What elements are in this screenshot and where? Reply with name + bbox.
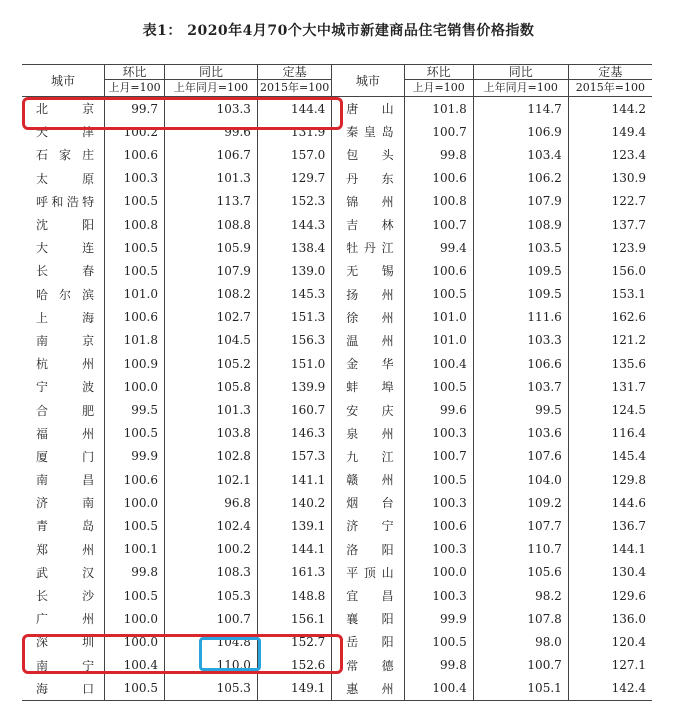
base-value: 129.8: [611, 472, 646, 487]
base-value: 145.4: [611, 449, 646, 464]
mom-value: 100.4: [105, 654, 165, 677]
base-value: 116.4: [611, 426, 646, 441]
mom-value: 100.3: [404, 422, 473, 445]
yoy-value: 98.2: [473, 584, 568, 607]
yoy-value: 107.8: [473, 607, 568, 630]
mom-value: 100.9: [105, 352, 165, 375]
mom-value: 101.0: [404, 306, 473, 329]
city-name: 洛阳: [332, 538, 404, 561]
yoy-value: 108.3: [165, 561, 258, 584]
mom-value: 100.7: [404, 445, 473, 468]
mom-value: 100.8: [404, 190, 473, 213]
base-value: 123.4: [611, 147, 646, 162]
header-mom-sub-left: 上月=100: [105, 80, 165, 97]
yoy-value: 105.8: [165, 375, 258, 398]
mom-value: 100.3: [404, 491, 473, 514]
table-row: [22, 422, 652, 445]
mom-value: 99.8: [404, 654, 473, 677]
header-mom-right: 环比: [404, 65, 473, 80]
yoy-value: 99.6: [165, 120, 258, 143]
yoy-value: 98.0: [473, 630, 568, 653]
city-name: 青岛: [22, 514, 105, 537]
yoy-value: 110.0: [165, 654, 258, 677]
base-value: 152.6: [257, 654, 331, 677]
city-name: 哈尔滨: [22, 283, 105, 306]
table-row: [22, 538, 652, 561]
table-row: [22, 236, 652, 259]
mom-value: 100.6: [105, 143, 165, 166]
base-value: 121.2: [611, 333, 646, 348]
base-value: 156.0: [611, 263, 646, 278]
city-name: 天津: [22, 120, 105, 143]
table-row: [22, 677, 652, 701]
table-row: [22, 375, 652, 398]
city-name: 徐州: [332, 306, 404, 329]
base-value: 124.5: [611, 403, 646, 418]
table-row: [22, 607, 652, 630]
base-value: 139.0: [257, 259, 331, 282]
table-row: [22, 352, 652, 375]
highlight-row-beijing: [22, 97, 343, 130]
base-value: 149.1: [257, 677, 331, 701]
base-value: 120.4: [611, 634, 646, 649]
city-name: 济宁: [332, 514, 404, 537]
base-value: 151.0: [257, 352, 331, 375]
mom-value: 100.0: [105, 607, 165, 630]
base-value: 129.6: [611, 588, 646, 603]
base-value: 152.3: [257, 190, 331, 213]
city-name: 合肥: [22, 398, 105, 421]
mom-value: 99.8: [105, 561, 165, 584]
city-name: 南京: [22, 329, 105, 352]
table-row: [22, 306, 652, 329]
city-name: 广州: [22, 607, 105, 630]
yoy-value: 107.9: [473, 190, 568, 213]
mom-value: 100.5: [105, 190, 165, 213]
yoy-value: 102.7: [165, 306, 258, 329]
base-value: 136.7: [611, 518, 646, 533]
base-value: 157.3: [257, 445, 331, 468]
city-name: 丹东: [332, 167, 404, 190]
base-value: 136.0: [611, 611, 646, 626]
base-value: 135.6: [611, 356, 646, 371]
table-row: [22, 514, 652, 537]
city-name: 长沙: [22, 584, 105, 607]
yoy-value: 107.6: [473, 445, 568, 468]
yoy-value: 102.4: [165, 514, 258, 537]
city-name: 岳阳: [332, 630, 404, 653]
header-yoy-right: 同比: [473, 65, 568, 80]
header-base-sub-left: 2015年=100: [257, 80, 331, 97]
base-value: 144.4: [257, 97, 331, 121]
header-city-right: 城市: [332, 65, 404, 97]
mom-value: 101.0: [404, 329, 473, 352]
city-name: 烟台: [332, 491, 404, 514]
base-value: 141.1: [257, 468, 331, 491]
city-name: 安庆: [332, 398, 404, 421]
city-name: 长春: [22, 259, 105, 282]
base-value: 130.4: [611, 565, 646, 580]
city-name: 扬州: [332, 283, 404, 306]
base-value: 148.8: [257, 584, 331, 607]
city-name: 常德: [332, 654, 404, 677]
mom-value: 100.5: [404, 630, 473, 653]
mom-value: 100.5: [105, 677, 165, 701]
mom-value: 100.5: [105, 514, 165, 537]
city-name: 包头: [332, 143, 404, 166]
city-name: 沈阳: [22, 213, 105, 236]
mom-value: 100.5: [404, 375, 473, 398]
header-base-left: 定基: [257, 65, 331, 80]
table-title: 表1： 2020年4月70个大中城市新建商品住宅销售价格指数: [142, 23, 535, 39]
table-row: [22, 283, 652, 306]
city-name: 惠州: [332, 677, 404, 701]
yoy-value: 105.3: [165, 677, 258, 701]
mom-value: 100.6: [404, 259, 473, 282]
yoy-value: 111.6: [473, 306, 568, 329]
city-name: 平顶山: [332, 561, 404, 584]
yoy-value: 108.2: [165, 283, 258, 306]
base-value: 144.2: [611, 101, 646, 116]
base-value: 145.3: [257, 283, 331, 306]
yoy-value: 104.5: [165, 329, 258, 352]
yoy-value: 102.8: [165, 445, 258, 468]
base-value: 131.9: [257, 120, 331, 143]
city-name: 襄阳: [332, 607, 404, 630]
mom-value: 101.8: [404, 97, 473, 121]
base-value: 144.1: [257, 538, 331, 561]
city-name: 牡丹江: [332, 236, 404, 259]
base-value: 144.1: [611, 542, 646, 557]
mom-value: 100.6: [404, 514, 473, 537]
yoy-value: 114.7: [473, 97, 568, 121]
mom-value: 100.0: [105, 375, 165, 398]
base-value: 156.1: [257, 607, 331, 630]
city-name: 大连: [22, 236, 105, 259]
mom-value: 99.7: [105, 97, 165, 121]
price-index-table: [22, 64, 652, 701]
yoy-value: 106.2: [473, 167, 568, 190]
city-name: 南宁: [22, 654, 105, 677]
city-name: 温州: [332, 329, 404, 352]
base-value: 129.7: [257, 167, 331, 190]
city-name: 郑州: [22, 538, 105, 561]
yoy-value: 103.4: [473, 143, 568, 166]
yoy-value: 108.8: [165, 213, 258, 236]
yoy-value: 109.2: [473, 491, 568, 514]
city-name: 杭州: [22, 352, 105, 375]
table-row: [22, 561, 652, 584]
base-value: 127.1: [611, 658, 646, 673]
base-value: 146.3: [257, 422, 331, 445]
city-name: 九江: [332, 445, 404, 468]
base-value: 137.7: [611, 217, 646, 232]
yoy-value: 106.6: [473, 352, 568, 375]
yoy-value: 105.3: [165, 584, 258, 607]
yoy-value: 103.7: [473, 375, 568, 398]
yoy-value: 101.3: [165, 167, 258, 190]
yoy-value: 106.9: [473, 120, 568, 143]
yoy-value: 103.8: [165, 422, 258, 445]
table-row: [22, 445, 652, 468]
city-name: 厦门: [22, 445, 105, 468]
yoy-value: 107.7: [473, 514, 568, 537]
city-name: 金华: [332, 352, 404, 375]
header-city-left: 城市: [22, 65, 105, 97]
city-name: 太原: [22, 167, 105, 190]
yoy-value: 103.3: [165, 97, 258, 121]
mom-value: 100.3: [404, 538, 473, 561]
mom-value: 100.5: [105, 422, 165, 445]
mom-value: 101.8: [105, 329, 165, 352]
yoy-value: 109.5: [473, 259, 568, 282]
header-yoy-left: 同比: [165, 65, 258, 80]
base-value: 162.6: [611, 310, 646, 325]
yoy-value: 106.7: [165, 143, 258, 166]
base-value: 153.1: [611, 287, 646, 302]
mom-value: 99.5: [105, 398, 165, 421]
yoy-value: 107.9: [165, 259, 258, 282]
header-yoy-sub-left: 上年同月=100: [165, 80, 258, 97]
mom-value: 100.4: [404, 352, 473, 375]
base-value: 144.3: [257, 213, 331, 236]
base-value: 144.6: [611, 495, 646, 510]
base-value: 161.3: [257, 561, 331, 584]
yoy-value: 103.6: [473, 422, 568, 445]
base-value: 131.7: [611, 379, 646, 394]
base-value: 157.0: [257, 143, 331, 166]
table-row: [22, 398, 652, 421]
table-row: [22, 259, 652, 282]
mom-value: 100.0: [404, 561, 473, 584]
base-value: 142.4: [568, 677, 652, 701]
city-name: 南昌: [22, 468, 105, 491]
yoy-value: 110.7: [473, 538, 568, 561]
city-name: 无锡: [332, 259, 404, 282]
mom-value: 101.0: [105, 283, 165, 306]
yoy-value: 100.7: [165, 607, 258, 630]
city-name: 宁波: [22, 375, 105, 398]
yoy-value: 101.3: [165, 398, 258, 421]
mom-value: 100.5: [404, 468, 473, 491]
yoy-value: 96.8: [165, 491, 258, 514]
yoy-value: 103.3: [473, 329, 568, 352]
yoy-value: 109.5: [473, 283, 568, 306]
mom-value: 100.0: [105, 630, 165, 653]
mom-value: 100.5: [404, 283, 473, 306]
mom-value: 100.1: [105, 538, 165, 561]
table-row: [22, 584, 652, 607]
header-base-right: 定基: [568, 65, 652, 80]
base-value: 139.1: [257, 514, 331, 537]
header-base-sub-right: 2015年=100: [568, 80, 652, 97]
city-name: 秦皇岛: [332, 120, 404, 143]
base-value: 130.9: [611, 171, 646, 186]
mom-value: 100.7: [404, 120, 473, 143]
mom-value: 99.9: [404, 607, 473, 630]
city-name: 唐山: [332, 97, 404, 121]
table-row: [22, 468, 652, 491]
base-value: 122.7: [611, 194, 646, 209]
header-mom-left: 环比: [105, 65, 165, 80]
yoy-value: 104.0: [473, 468, 568, 491]
mom-value: 99.6: [404, 398, 473, 421]
yoy-value: 105.6: [473, 561, 568, 584]
city-name: 泉州: [332, 422, 404, 445]
mom-value: 100.5: [105, 259, 165, 282]
mom-value: 99.9: [105, 445, 165, 468]
mom-value: 100.5: [105, 236, 165, 259]
yoy-value: 104.8: [165, 630, 258, 653]
city-name: 深圳: [22, 630, 105, 653]
base-value: 123.9: [611, 240, 646, 255]
base-value: 160.7: [257, 398, 331, 421]
base-value: 152.7: [257, 630, 331, 653]
yoy-value: 105.9: [165, 236, 258, 259]
city-name: 北京: [22, 97, 105, 121]
city-name: 福州: [22, 422, 105, 445]
city-name: 海口: [22, 677, 105, 701]
city-name: 上海: [22, 306, 105, 329]
city-name: 宜昌: [332, 584, 404, 607]
table-row: [22, 167, 652, 190]
mom-value: 99.4: [404, 236, 473, 259]
header-yoy-sub-right: 上年同月=100: [473, 80, 568, 97]
mom-value: 99.8: [404, 143, 473, 166]
highlight-cell-shenzhen-yoy: [199, 637, 261, 671]
mom-value: 100.3: [105, 167, 165, 190]
base-value: 156.3: [257, 329, 331, 352]
yoy-value: 102.1: [165, 468, 258, 491]
yoy-value: 99.5: [473, 398, 568, 421]
yoy-value: 113.7: [165, 190, 258, 213]
city-name: 济南: [22, 491, 105, 514]
mom-value: 100.3: [404, 584, 473, 607]
mom-value: 100.6: [105, 468, 165, 491]
base-value: 140.2: [257, 491, 331, 514]
table-row: [22, 491, 652, 514]
yoy-value: 108.9: [473, 213, 568, 236]
base-value: 151.3: [257, 306, 331, 329]
yoy-value: 100.2: [165, 538, 258, 561]
yoy-value: 105.2: [165, 352, 258, 375]
base-value: 149.4: [611, 124, 646, 139]
mom-value: 100.4: [404, 677, 473, 701]
mom-value: 100.6: [105, 306, 165, 329]
base-value: 138.4: [257, 236, 331, 259]
city-name: 赣州: [332, 468, 404, 491]
city-name: 锦州: [332, 190, 404, 213]
table-row: [22, 213, 652, 236]
yoy-value: 103.5: [473, 236, 568, 259]
yoy-value: 100.7: [473, 654, 568, 677]
mom-value: 100.0: [105, 491, 165, 514]
mom-value: 100.6: [404, 167, 473, 190]
city-name: 蚌埠: [332, 375, 404, 398]
base-value: 139.9: [257, 375, 331, 398]
mom-value: 100.2: [105, 120, 165, 143]
mom-value: 100.5: [105, 584, 165, 607]
city-name: 呼和浩特: [22, 190, 105, 213]
city-name: 石家庄: [22, 143, 105, 166]
table-row: [22, 143, 652, 166]
mom-value: 100.7: [404, 213, 473, 236]
table-row: [22, 329, 652, 352]
city-name: 吉林: [332, 213, 404, 236]
header-mom-sub-right: 上月=100: [404, 80, 473, 97]
yoy-value: 105.1: [473, 677, 568, 701]
city-name: 武汉: [22, 561, 105, 584]
highlight-row-shenzhen: [22, 634, 343, 674]
mom-value: 100.8: [105, 213, 165, 236]
table-row: [22, 190, 652, 213]
